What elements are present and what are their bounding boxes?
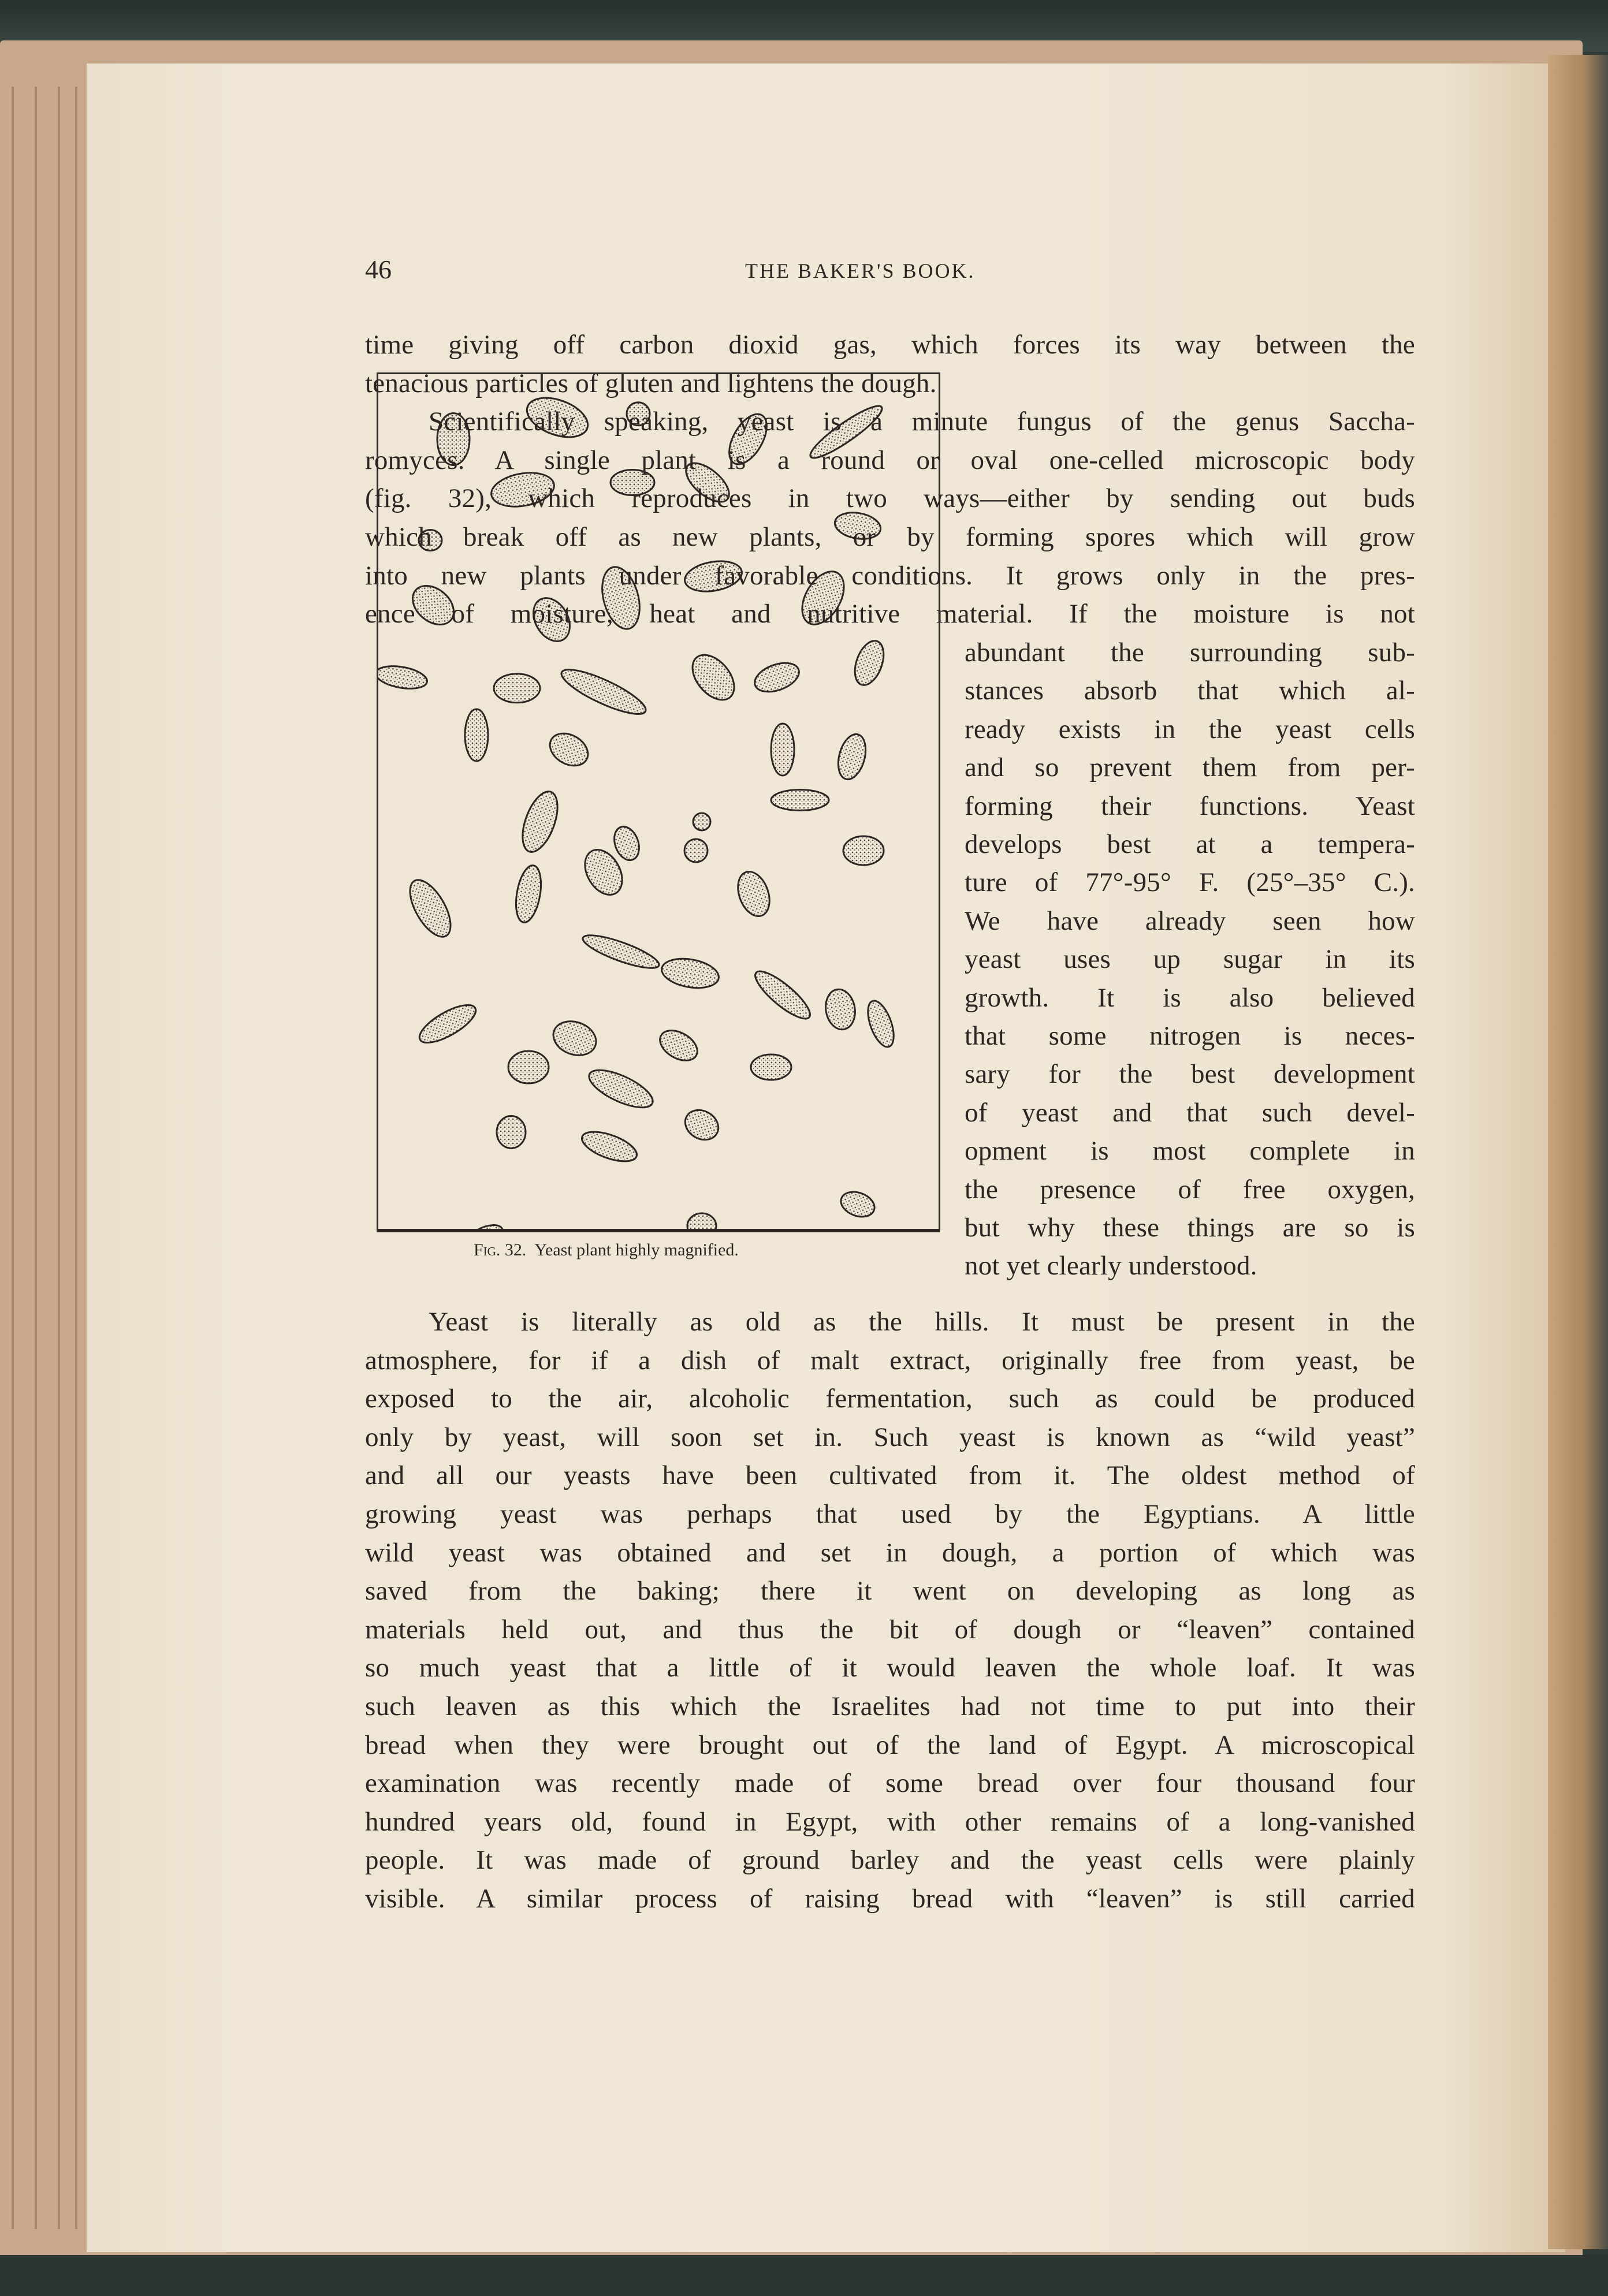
figure-caption bbox=[474, 1240, 739, 1260]
text-line: forming their functions. Yeast bbox=[965, 791, 1415, 821]
text-line: tenacious particles of gluten and lightens the dough. bbox=[365, 368, 937, 398]
text-line: which break off as new plants, or by forming spores which will grow bbox=[365, 522, 1415, 552]
text-line: visible. A similar process of raising bread with “leaven” is still carried bbox=[365, 1884, 1415, 1914]
yeast-cell bbox=[497, 1116, 526, 1149]
text-line: and all our yeasts have been cultivated from it. The oldest method of bbox=[365, 1460, 1415, 1491]
text-line: yeast uses up sugar in its bbox=[965, 944, 1415, 975]
yeast-cell bbox=[687, 1213, 716, 1229]
text-line: examination was recently made of some bread over four thousand four bbox=[365, 1768, 1415, 1799]
yeast-cell bbox=[580, 929, 662, 974]
yeast-cell bbox=[508, 1051, 549, 1083]
yeast-cell bbox=[655, 1024, 703, 1067]
yeast-cell bbox=[378, 662, 429, 692]
text-line: We have already seen how bbox=[965, 905, 1415, 936]
book-cover-bottom bbox=[0, 2255, 1608, 2296]
page-number: 46 bbox=[365, 255, 392, 284]
text-line: sary for the best development bbox=[965, 1059, 1415, 1090]
running-title: THE BAKER'S BOOK. bbox=[745, 259, 976, 282]
text-line: hundred years old, found in Egypt, with other remains of a long-vanished bbox=[365, 1806, 1415, 1837]
yeast-cell bbox=[693, 813, 710, 830]
yeast-cell bbox=[771, 724, 794, 776]
yeast-cell bbox=[456, 1219, 508, 1229]
yeast-cell bbox=[749, 965, 816, 1026]
page-edge bbox=[75, 87, 77, 2229]
yeast-cell bbox=[843, 836, 884, 865]
yeast-cell bbox=[850, 637, 889, 689]
text-line: not yet clearly understood. bbox=[965, 1251, 1257, 1281]
text-line: romyces. A single plant is a round or oval one-celled microscopic body bbox=[365, 445, 1415, 475]
yeast-cell bbox=[751, 658, 803, 698]
yeast-cell bbox=[557, 662, 650, 722]
figure-caption-text: Yeast plant highly magnified. bbox=[534, 1240, 739, 1259]
page-curl bbox=[1548, 55, 1608, 2249]
yeast-cell bbox=[732, 867, 775, 920]
yeast-cell bbox=[402, 874, 459, 943]
yeast-cell bbox=[465, 709, 488, 761]
text-line: into new plants under favorable conditions. It grows only in the pres- bbox=[365, 560, 1415, 591]
text-line: only by yeast, will soon set in. Such yeast is known as “wild yeast” bbox=[365, 1422, 1415, 1452]
yeast-cell bbox=[610, 823, 643, 863]
text-line: people. It was made of ground barley and the yeast cells were plainly bbox=[365, 1845, 1415, 1876]
text-line: ready exists in the yeast cells bbox=[965, 714, 1415, 744]
text-line: exposed to the air, alcoholic fermentation, such as could be produced bbox=[365, 1384, 1415, 1414]
figure-label: Fig. 32. bbox=[474, 1240, 527, 1259]
text-line: atmosphere, for if a dish of malt extract, originally free from yeast, be bbox=[365, 1345, 1415, 1376]
text-line: time giving off carbon dioxid gas, which forces its way between the bbox=[365, 330, 1415, 360]
yeast-cell bbox=[660, 955, 721, 992]
page-edge bbox=[35, 87, 37, 2229]
text-line: abundant the surrounding sub- bbox=[965, 638, 1415, 668]
yeast-cell bbox=[544, 727, 594, 772]
text-line: stances absorb that which al- bbox=[965, 676, 1415, 706]
text-line: the presence of free oxygen, bbox=[965, 1174, 1415, 1205]
text-line: so much yeast that a little of it would leaven the whole loaf. It was bbox=[365, 1653, 1415, 1683]
text-line: of yeast and that such devel- bbox=[965, 1097, 1415, 1128]
yeast-cell bbox=[578, 1126, 641, 1168]
yeast-cell bbox=[838, 1187, 878, 1221]
text-line: Yeast is literally as old as the hills. It must be present in the bbox=[429, 1307, 1415, 1337]
text-line: ence of moisture, heat and nutritive material. If the moisture is not bbox=[365, 599, 1415, 629]
yeast-cell bbox=[833, 731, 870, 782]
yeast-cell bbox=[549, 1016, 601, 1061]
yeast-cell bbox=[494, 674, 540, 703]
yeast-cell bbox=[684, 839, 708, 862]
yeast-cell bbox=[516, 787, 565, 856]
text-line: wild yeast was obtained and set in dough, a portion of which was bbox=[365, 1537, 1415, 1568]
page-edge bbox=[58, 87, 60, 2229]
text-line: ture of 77°-95° F. (25°–35° C.). bbox=[965, 867, 1415, 898]
text-line: develops best at a tempera- bbox=[965, 829, 1415, 859]
text-line: but why these things are so is bbox=[965, 1213, 1415, 1243]
text-line: materials held out, and thus the bit of dough or “leaven” contained bbox=[365, 1614, 1415, 1645]
text-line: that some nitrogen is neces- bbox=[965, 1021, 1415, 1051]
text-line: growing yeast was perhaps that used by the Egyptians. A little bbox=[365, 1499, 1415, 1529]
yeast-cell bbox=[863, 997, 899, 1050]
text-line: (fig. 32), which reproduces in two ways—either by sending out buds bbox=[365, 483, 1415, 514]
yeast-cell bbox=[584, 1063, 657, 1115]
text-line: opment is most complete in bbox=[965, 1136, 1415, 1166]
yeast-cell bbox=[512, 863, 545, 924]
yeast-cell bbox=[414, 998, 481, 1050]
text-line: bread when they were brought out of the land of Egypt. A microscopical bbox=[365, 1730, 1415, 1760]
text-line: such leaven as this which the Israelites had not time to put into their bbox=[365, 1691, 1415, 1721]
page-edge bbox=[12, 87, 14, 2229]
yeast-cell bbox=[822, 987, 858, 1032]
yeast-cell bbox=[751, 1054, 791, 1080]
text-line: Scientifically speaking, yeast is a minute fungus of the genus Saccha- bbox=[429, 407, 1415, 437]
text-line: saved from the baking; there it went on developing as long as bbox=[365, 1576, 1415, 1607]
yeast-cell bbox=[684, 647, 743, 708]
text-line: growth. It is also believed bbox=[965, 982, 1415, 1013]
yeast-cell bbox=[771, 790, 829, 811]
yeast-cell bbox=[680, 1104, 724, 1146]
text-line: and so prevent them from per- bbox=[965, 752, 1415, 783]
